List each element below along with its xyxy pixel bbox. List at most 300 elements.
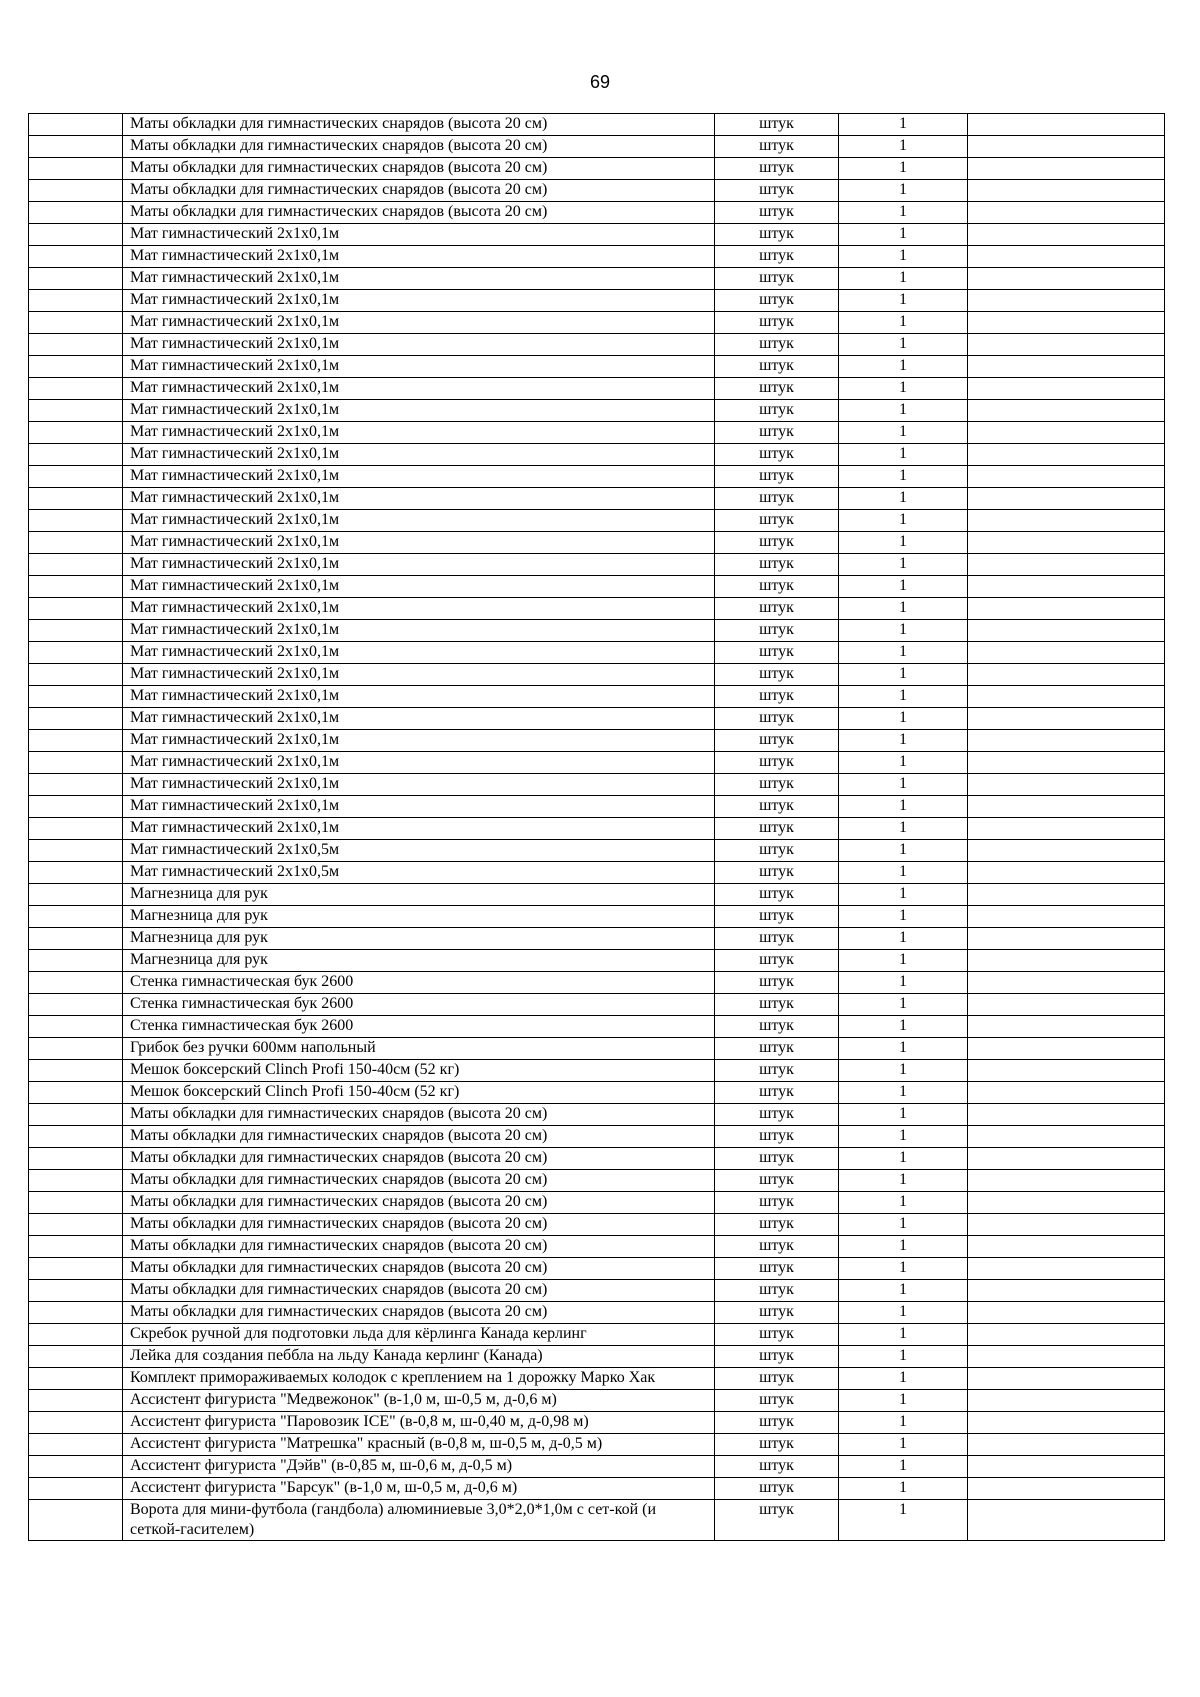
unit-cell: штук xyxy=(715,334,839,356)
quantity-cell: 1 xyxy=(839,1038,968,1060)
quantity-cell: 1 xyxy=(839,818,968,840)
item-name-cell: Мат гимнастический 2х1х0,1м xyxy=(123,730,715,752)
table-row xyxy=(29,796,1165,818)
unit-cell: штук xyxy=(715,818,839,840)
note-cell xyxy=(968,1434,1165,1456)
unit-cell: штук xyxy=(715,1192,839,1214)
item-name-cell: Стенка гимнастическая бук 2600 xyxy=(123,994,715,1016)
table-row xyxy=(29,576,1165,598)
quantity-cell: 1 xyxy=(839,1214,968,1236)
note-cell xyxy=(968,774,1165,796)
unit-cell: штук xyxy=(715,1346,839,1368)
unit-cell: штук xyxy=(715,312,839,334)
quantity-cell: 1 xyxy=(839,1192,968,1214)
unit-cell: штук xyxy=(715,158,839,180)
index-cell xyxy=(29,1148,123,1170)
note-cell xyxy=(968,1412,1165,1434)
unit-cell: штук xyxy=(715,686,839,708)
unit-cell: штук xyxy=(715,532,839,554)
item-name-cell: Маты обкладки для гимнастических снарядов (высота 20 см) xyxy=(123,158,715,180)
equipment-table xyxy=(28,113,1165,1541)
unit-cell: штук xyxy=(715,136,839,158)
unit-cell: штук xyxy=(715,114,839,136)
item-name-cell: Мат гимнастический 2х1х0,1м xyxy=(123,224,715,246)
index-cell xyxy=(29,1302,123,1324)
quantity-cell: 1 xyxy=(839,1478,968,1500)
index-cell xyxy=(29,114,123,136)
note-cell xyxy=(968,752,1165,774)
table-row xyxy=(29,862,1165,884)
quantity-cell: 1 xyxy=(839,840,968,862)
item-name-cell: Мешок боксерский Clinch Profi 150-40см (52 кг) xyxy=(123,1060,715,1082)
quantity-cell: 1 xyxy=(839,620,968,642)
table-row xyxy=(29,1148,1165,1170)
note-cell xyxy=(968,598,1165,620)
unit-cell: штук xyxy=(715,400,839,422)
index-cell xyxy=(29,246,123,268)
unit-cell: штук xyxy=(715,268,839,290)
note-cell xyxy=(968,928,1165,950)
note-cell xyxy=(968,466,1165,488)
quantity-cell: 1 xyxy=(839,290,968,312)
note-cell xyxy=(968,180,1165,202)
index-cell xyxy=(29,730,123,752)
unit-cell: штук xyxy=(715,862,839,884)
unit-cell: штук xyxy=(715,246,839,268)
index-cell xyxy=(29,642,123,664)
quantity-cell: 1 xyxy=(839,444,968,466)
item-name-cell: Стенка гимнастическая бук 2600 xyxy=(123,1016,715,1038)
table-row xyxy=(29,994,1165,1016)
unit-cell: штук xyxy=(715,1412,839,1434)
index-cell xyxy=(29,818,123,840)
note-cell xyxy=(968,730,1165,752)
table-row xyxy=(29,136,1165,158)
index-cell xyxy=(29,576,123,598)
note-cell xyxy=(968,488,1165,510)
quantity-cell: 1 xyxy=(839,664,968,686)
table-row xyxy=(29,928,1165,950)
note-cell xyxy=(968,840,1165,862)
unit-cell: штук xyxy=(715,1038,839,1060)
table-row xyxy=(29,180,1165,202)
note-cell xyxy=(968,400,1165,422)
table-row xyxy=(29,1368,1165,1390)
note-cell xyxy=(968,972,1165,994)
quantity-cell: 1 xyxy=(839,752,968,774)
item-name-cell: Мат гимнастический 2х1х0,1м xyxy=(123,400,715,422)
item-name-cell: Стенка гимнастическая бук 2600 xyxy=(123,972,715,994)
note-cell xyxy=(968,818,1165,840)
unit-cell: штук xyxy=(715,444,839,466)
index-cell xyxy=(29,884,123,906)
note-cell xyxy=(968,1456,1165,1478)
table-row xyxy=(29,202,1165,224)
quantity-cell: 1 xyxy=(839,554,968,576)
unit-cell: штук xyxy=(715,1016,839,1038)
index-cell xyxy=(29,1038,123,1060)
note-cell xyxy=(968,950,1165,972)
note-cell xyxy=(968,1346,1165,1368)
note-cell xyxy=(968,334,1165,356)
index-cell xyxy=(29,1170,123,1192)
note-cell xyxy=(968,1302,1165,1324)
table-row xyxy=(29,774,1165,796)
quantity-cell: 1 xyxy=(839,1412,968,1434)
unit-cell: штук xyxy=(715,1258,839,1280)
unit-cell: штук xyxy=(715,202,839,224)
quantity-cell: 1 xyxy=(839,312,968,334)
table-row xyxy=(29,1302,1165,1324)
quantity-cell: 1 xyxy=(839,202,968,224)
table-row xyxy=(29,708,1165,730)
unit-cell: штук xyxy=(715,488,839,510)
index-cell xyxy=(29,334,123,356)
unit-cell: штук xyxy=(715,1302,839,1324)
item-name-cell: Маты обкладки для гимнастических снарядов (высота 20 см) xyxy=(123,1302,715,1324)
note-cell xyxy=(968,1104,1165,1126)
note-cell xyxy=(968,1148,1165,1170)
note-cell xyxy=(968,554,1165,576)
index-cell xyxy=(29,1390,123,1412)
table-row xyxy=(29,400,1165,422)
note-cell xyxy=(968,1236,1165,1258)
quantity-cell: 1 xyxy=(839,950,968,972)
item-name-cell: Ассистент фигуриста "Барсук" (в-1,0 м, ш-0,5 м, д-0,6 м) xyxy=(123,1478,715,1500)
unit-cell: штук xyxy=(715,1214,839,1236)
index-cell xyxy=(29,796,123,818)
index-cell xyxy=(29,950,123,972)
unit-cell: штук xyxy=(715,180,839,202)
table-row xyxy=(29,1104,1165,1126)
item-name-cell: Магнезница для рук xyxy=(123,928,715,950)
item-name-cell: Мат гимнастический 2х1х0,1м xyxy=(123,576,715,598)
quantity-cell: 1 xyxy=(839,378,968,400)
note-cell xyxy=(968,422,1165,444)
table-row xyxy=(29,1236,1165,1258)
unit-cell: штук xyxy=(715,1060,839,1082)
quantity-cell: 1 xyxy=(839,1368,968,1390)
item-name-cell: Маты обкладки для гимнастических снарядов (высота 20 см) xyxy=(123,180,715,202)
index-cell xyxy=(29,1478,123,1500)
unit-cell: штук xyxy=(715,1082,839,1104)
quantity-cell: 1 xyxy=(839,114,968,136)
table-row xyxy=(29,1038,1165,1060)
table-row xyxy=(29,158,1165,180)
item-name-cell: Мат гимнастический 2х1х0,1м xyxy=(123,774,715,796)
table-row xyxy=(29,114,1165,136)
index-cell xyxy=(29,136,123,158)
index-cell xyxy=(29,1368,123,1390)
index-cell xyxy=(29,686,123,708)
item-name-cell: Магнезница для рук xyxy=(123,884,715,906)
quantity-cell: 1 xyxy=(839,1236,968,1258)
item-name-cell: Мат гимнастический 2х1х0,1м xyxy=(123,818,715,840)
unit-cell: штук xyxy=(715,290,839,312)
item-name-cell: Мат гимнастический 2х1х0,1м xyxy=(123,510,715,532)
table-row xyxy=(29,554,1165,576)
index-cell xyxy=(29,1016,123,1038)
item-name-cell: Мат гимнастический 2х1х0,5м xyxy=(123,862,715,884)
unit-cell: штук xyxy=(715,730,839,752)
quantity-cell: 1 xyxy=(839,1258,968,1280)
index-cell xyxy=(29,158,123,180)
quantity-cell: 1 xyxy=(839,972,968,994)
index-cell xyxy=(29,664,123,686)
table-row xyxy=(29,378,1165,400)
table-row xyxy=(29,620,1165,642)
quantity-cell: 1 xyxy=(839,686,968,708)
table-row xyxy=(29,1456,1165,1478)
note-cell xyxy=(968,202,1165,224)
note-cell xyxy=(968,510,1165,532)
quantity-cell: 1 xyxy=(839,334,968,356)
table-row xyxy=(29,268,1165,290)
table-row xyxy=(29,1016,1165,1038)
unit-cell: штук xyxy=(715,796,839,818)
item-name-cell: Мат гимнастический 2х1х0,1м xyxy=(123,554,715,576)
table-row xyxy=(29,1346,1165,1368)
note-cell xyxy=(968,708,1165,730)
item-name-cell: Мат гимнастический 2х1х0,1м xyxy=(123,246,715,268)
quantity-cell: 1 xyxy=(839,884,968,906)
item-name-cell: Мат гимнастический 2х1х0,1м xyxy=(123,620,715,642)
table-row xyxy=(29,466,1165,488)
index-cell xyxy=(29,224,123,246)
table-body xyxy=(29,114,1165,1541)
unit-cell: штук xyxy=(715,1456,839,1478)
index-cell xyxy=(29,1258,123,1280)
quantity-cell: 1 xyxy=(839,356,968,378)
index-cell xyxy=(29,400,123,422)
table-row xyxy=(29,752,1165,774)
index-cell xyxy=(29,774,123,796)
index-cell xyxy=(29,444,123,466)
item-name-cell: Маты обкладки для гимнастических снарядов (высота 20 см) xyxy=(123,1258,715,1280)
item-name-cell: Маты обкладки для гимнастических снарядов (высота 20 см) xyxy=(123,136,715,158)
quantity-cell: 1 xyxy=(839,862,968,884)
note-cell xyxy=(968,136,1165,158)
unit-cell: штук xyxy=(715,884,839,906)
unit-cell: штук xyxy=(715,1236,839,1258)
unit-cell: штук xyxy=(715,1434,839,1456)
note-cell xyxy=(968,158,1165,180)
item-name-cell: Маты обкладки для гимнастических снарядов (высота 20 см) xyxy=(123,1214,715,1236)
quantity-cell: 1 xyxy=(839,400,968,422)
unit-cell: штук xyxy=(715,576,839,598)
unit-cell: штук xyxy=(715,510,839,532)
note-cell xyxy=(968,224,1165,246)
table-row xyxy=(29,598,1165,620)
unit-cell: штук xyxy=(715,554,839,576)
note-cell xyxy=(968,884,1165,906)
table-row xyxy=(29,686,1165,708)
item-name-cell: Мат гимнастический 2х1х0,1м xyxy=(123,708,715,730)
table-row xyxy=(29,224,1165,246)
index-cell xyxy=(29,1412,123,1434)
item-name-cell: Мат гимнастический 2х1х0,1м xyxy=(123,356,715,378)
item-name-cell: Маты обкладки для гимнастических снарядов (высота 20 см) xyxy=(123,1236,715,1258)
table-row xyxy=(29,1258,1165,1280)
table-row xyxy=(29,290,1165,312)
quantity-cell: 1 xyxy=(839,642,968,664)
index-cell xyxy=(29,1192,123,1214)
index-cell xyxy=(29,906,123,928)
quantity-cell: 1 xyxy=(839,246,968,268)
note-cell xyxy=(968,1170,1165,1192)
item-name-cell: Мат гимнастический 2х1х0,5м xyxy=(123,840,715,862)
item-name-cell: Ворота для мини-футбола (гандбола) алюминиевые 3,0*2,0*1,0м с сет-кой (и сеткой-гасителем) xyxy=(123,1500,715,1541)
item-name-cell: Мат гимнастический 2х1х0,1м xyxy=(123,686,715,708)
table-row xyxy=(29,1192,1165,1214)
unit-cell: штук xyxy=(715,642,839,664)
quantity-cell: 1 xyxy=(839,224,968,246)
index-cell xyxy=(29,1126,123,1148)
table-row xyxy=(29,840,1165,862)
unit-cell: штук xyxy=(715,1390,839,1412)
quantity-cell: 1 xyxy=(839,1104,968,1126)
item-name-cell: Мат гимнастический 2х1х0,1м xyxy=(123,664,715,686)
index-cell xyxy=(29,488,123,510)
index-cell xyxy=(29,598,123,620)
unit-cell: штук xyxy=(715,664,839,686)
item-name-cell: Маты обкладки для гимнастических снарядов (высота 20 см) xyxy=(123,1280,715,1302)
quantity-cell: 1 xyxy=(839,268,968,290)
unit-cell: штук xyxy=(715,422,839,444)
unit-cell: штук xyxy=(715,928,839,950)
index-cell xyxy=(29,1236,123,1258)
unit-cell: штук xyxy=(715,774,839,796)
item-name-cell: Магнезница для рук xyxy=(123,950,715,972)
item-name-cell: Лейка для создания пеббла на льду Канада керлинг (Канада) xyxy=(123,1346,715,1368)
index-cell xyxy=(29,1280,123,1302)
note-cell xyxy=(968,1324,1165,1346)
unit-cell: штук xyxy=(715,620,839,642)
item-name-cell: Мат гимнастический 2х1х0,1м xyxy=(123,422,715,444)
table-row xyxy=(29,422,1165,444)
unit-cell: штук xyxy=(715,950,839,972)
table-row xyxy=(29,1214,1165,1236)
index-cell xyxy=(29,840,123,862)
quantity-cell: 1 xyxy=(839,774,968,796)
index-cell xyxy=(29,1214,123,1236)
index-cell xyxy=(29,1500,123,1541)
item-name-cell: Мат гимнастический 2х1х0,1м xyxy=(123,378,715,400)
item-name-cell: Комплект примораживаемых колодок с креплением на 1 дорожку Марко Хак xyxy=(123,1368,715,1390)
unit-cell: штук xyxy=(715,1148,839,1170)
table-row xyxy=(29,312,1165,334)
table-row xyxy=(29,1126,1165,1148)
note-cell xyxy=(968,862,1165,884)
index-cell xyxy=(29,532,123,554)
table-row xyxy=(29,488,1165,510)
table-row xyxy=(29,532,1165,554)
item-name-cell: Маты обкладки для гимнастических снарядов (высота 20 см) xyxy=(123,1104,715,1126)
table-row xyxy=(29,642,1165,664)
table-row xyxy=(29,906,1165,928)
index-cell xyxy=(29,1104,123,1126)
note-cell xyxy=(968,642,1165,664)
quantity-cell: 1 xyxy=(839,1434,968,1456)
table-row xyxy=(29,1390,1165,1412)
quantity-cell: 1 xyxy=(839,1016,968,1038)
quantity-cell: 1 xyxy=(839,576,968,598)
table-row xyxy=(29,444,1165,466)
item-name-cell: Магнезница для рук xyxy=(123,906,715,928)
table-row xyxy=(29,1412,1165,1434)
index-cell xyxy=(29,554,123,576)
table-row xyxy=(29,1478,1165,1500)
note-cell xyxy=(968,1038,1165,1060)
item-name-cell: Ассистент фигуриста "Дэйв" (в-0,85 м, ш-0,6 м, д-0,5 м) xyxy=(123,1456,715,1478)
note-cell xyxy=(968,664,1165,686)
table-row xyxy=(29,1170,1165,1192)
index-cell xyxy=(29,1060,123,1082)
table-row xyxy=(29,1500,1165,1541)
quantity-cell: 1 xyxy=(839,422,968,444)
note-cell xyxy=(968,356,1165,378)
unit-cell: штук xyxy=(715,1324,839,1346)
index-cell xyxy=(29,708,123,730)
index-cell xyxy=(29,268,123,290)
quantity-cell: 1 xyxy=(839,136,968,158)
unit-cell: штук xyxy=(715,972,839,994)
quantity-cell: 1 xyxy=(839,532,968,554)
quantity-cell: 1 xyxy=(839,1126,968,1148)
item-name-cell: Мешок боксерский Clinch Profi 150-40см (52 кг) xyxy=(123,1082,715,1104)
table-row xyxy=(29,730,1165,752)
quantity-cell: 1 xyxy=(839,1170,968,1192)
table-row xyxy=(29,334,1165,356)
item-name-cell: Мат гимнастический 2х1х0,1м xyxy=(123,444,715,466)
quantity-cell: 1 xyxy=(839,730,968,752)
item-name-cell: Маты обкладки для гимнастических снарядов (высота 20 см) xyxy=(123,1148,715,1170)
table-row xyxy=(29,246,1165,268)
quantity-cell: 1 xyxy=(839,1346,968,1368)
index-cell xyxy=(29,752,123,774)
table-row xyxy=(29,1082,1165,1104)
item-name-cell: Маты обкладки для гимнастических снарядов (высота 20 см) xyxy=(123,114,715,136)
item-name-cell: Мат гимнастический 2х1х0,1м xyxy=(123,488,715,510)
table-row xyxy=(29,1434,1165,1456)
unit-cell: штук xyxy=(715,466,839,488)
table-row xyxy=(29,356,1165,378)
quantity-cell: 1 xyxy=(839,1082,968,1104)
item-name-cell: Мат гимнастический 2х1х0,1м xyxy=(123,268,715,290)
index-cell xyxy=(29,994,123,1016)
note-cell xyxy=(968,246,1165,268)
quantity-cell: 1 xyxy=(839,488,968,510)
item-name-cell: Мат гимнастический 2х1х0,1м xyxy=(123,290,715,312)
quantity-cell: 1 xyxy=(839,510,968,532)
table-row xyxy=(29,510,1165,532)
index-cell xyxy=(29,202,123,224)
quantity-cell: 1 xyxy=(839,180,968,202)
item-name-cell: Ассистент фигуриста "Медвежонок" (в-1,0 м, ш-0,5 м, д-0,6 м) xyxy=(123,1390,715,1412)
index-cell xyxy=(29,466,123,488)
quantity-cell: 1 xyxy=(839,1280,968,1302)
index-cell xyxy=(29,356,123,378)
index-cell xyxy=(29,290,123,312)
table-row xyxy=(29,950,1165,972)
index-cell xyxy=(29,312,123,334)
quantity-cell: 1 xyxy=(839,928,968,950)
note-cell xyxy=(968,268,1165,290)
index-cell xyxy=(29,1456,123,1478)
item-name-cell: Мат гимнастический 2х1х0,1м xyxy=(123,752,715,774)
unit-cell: штук xyxy=(715,356,839,378)
index-cell xyxy=(29,378,123,400)
